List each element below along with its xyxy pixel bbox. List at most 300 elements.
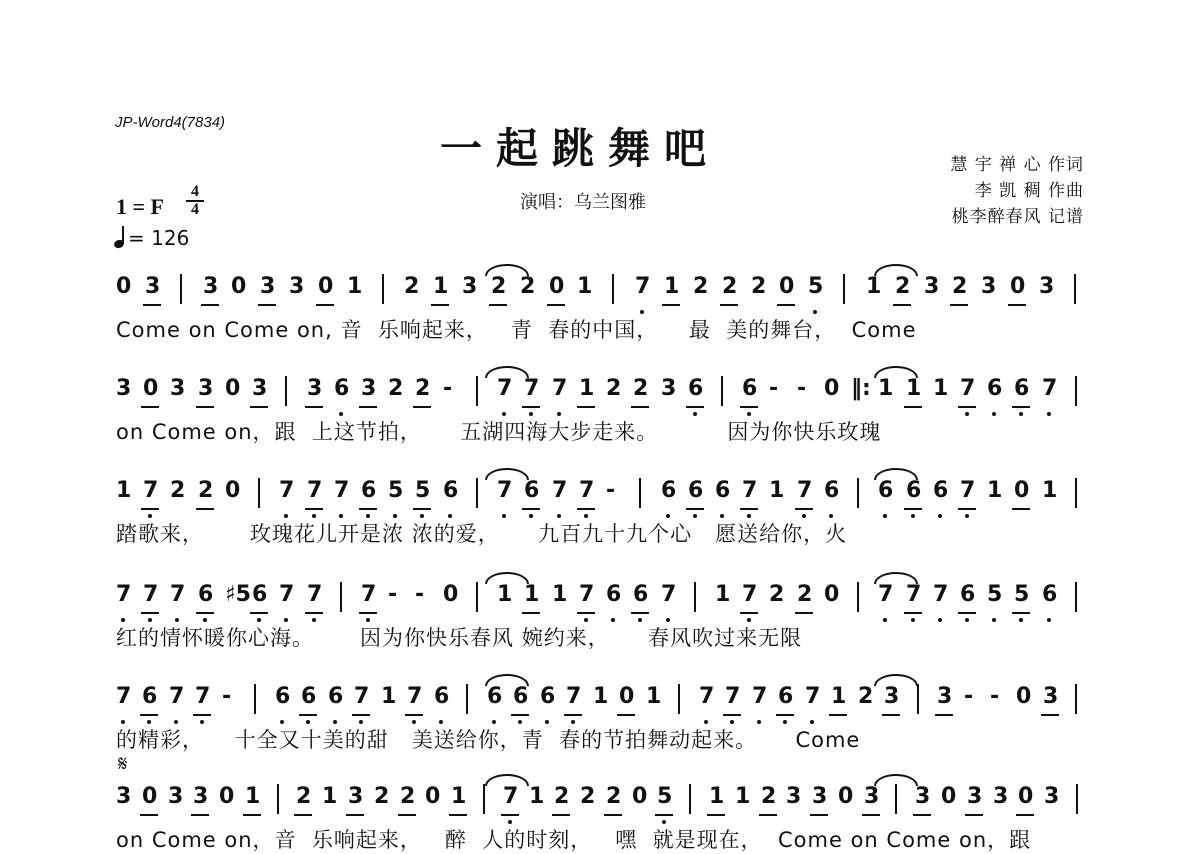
note: 0: [1016, 684, 1032, 709]
beam-underline: [359, 406, 377, 408]
beam-underline: [352, 714, 370, 716]
beam-underline: [1012, 406, 1030, 408]
beam-underline: [577, 406, 595, 408]
slur-arc: [874, 572, 918, 584]
note: 7: [699, 684, 715, 709]
note: 3: [864, 784, 880, 809]
beam-underline: [398, 814, 416, 816]
note: 0: [838, 784, 854, 809]
slur-arc: [874, 264, 918, 276]
beam-underline: [141, 406, 159, 408]
barline: [285, 376, 287, 406]
dash-extension: -: [964, 684, 974, 709]
beam-underline: [305, 406, 323, 408]
note: 0: [1014, 478, 1030, 503]
barline: [382, 274, 384, 304]
slur-arc: [874, 774, 918, 786]
beam-underline: [1012, 612, 1030, 614]
beam-underline: [413, 508, 431, 510]
beam-underline: [577, 612, 595, 614]
note: 7: [116, 684, 132, 709]
note: 1: [451, 784, 467, 809]
note: 6: [688, 478, 704, 503]
beam-underline: [359, 508, 377, 510]
note: 1: [245, 784, 261, 809]
note: 6: [715, 478, 731, 503]
beam-underline: [829, 714, 847, 716]
note: 0: [219, 784, 235, 809]
note: 7: [143, 582, 159, 607]
note: 6: [960, 582, 976, 607]
note: 6: [742, 376, 758, 401]
note: 7: [752, 684, 768, 709]
note: 7: [933, 582, 949, 607]
note: 2: [404, 274, 420, 299]
note: 6: [361, 478, 377, 503]
segno-icon: 𝄋: [118, 752, 128, 777]
note: 3: [993, 784, 1009, 809]
key-signature: 1 = F: [116, 194, 164, 219]
note: 3: [812, 784, 828, 809]
lower-octave-dot: [938, 514, 942, 518]
beam-underline: [299, 714, 317, 716]
tempo-marking: [114, 226, 189, 250]
note: 0: [443, 582, 459, 607]
beam-underline: [140, 714, 158, 716]
note: 1: [1042, 478, 1058, 503]
note: 1: [433, 274, 449, 299]
beam-underline: [950, 304, 968, 306]
note: 0: [824, 376, 840, 401]
beam-underline: [810, 814, 828, 816]
note: 2: [797, 582, 813, 607]
slur-arc: [485, 674, 529, 686]
note: 3: [193, 784, 209, 809]
note: ♯5: [225, 582, 251, 607]
barline: [917, 684, 919, 714]
beam-underline: [686, 406, 704, 408]
barline: [277, 784, 279, 814]
lyric-line: Come on Come on, 音 乐响起来， 青 春的中国， 最 美的舞台， Come: [116, 318, 917, 342]
note: 7: [354, 684, 370, 709]
beam-underline: [522, 508, 540, 510]
beam-underline: [958, 406, 976, 408]
note: 6: [487, 684, 503, 709]
beam-underline: [1012, 508, 1030, 510]
barline: [340, 582, 342, 612]
barline: [180, 274, 182, 304]
beam-underline: [191, 814, 209, 816]
note: 3: [1039, 274, 1055, 299]
beam-underline: [740, 406, 758, 408]
note: 1: [646, 684, 662, 709]
notation-line: [116, 478, 1088, 518]
beam-underline: [522, 612, 540, 614]
beam-underline: [250, 406, 268, 408]
note: 6: [301, 684, 317, 709]
beam-underline: [413, 406, 431, 408]
repeat-sign: ‖:: [851, 376, 871, 401]
note: 7: [906, 582, 922, 607]
beam-underline: [904, 508, 922, 510]
beam-underline: [141, 508, 159, 510]
lower-octave-dot: [965, 618, 969, 622]
note: 6: [275, 684, 291, 709]
beam-underline: [196, 612, 214, 614]
note: 7: [805, 684, 821, 709]
note: 1: [322, 784, 338, 809]
song-title: 一起跳舞吧: [440, 124, 721, 173]
beam-underline: [511, 714, 529, 716]
note: 0: [318, 274, 334, 299]
dash-extension: -: [415, 582, 425, 607]
note: 2: [415, 376, 431, 401]
note: 6: [328, 684, 344, 709]
note: 2: [580, 784, 596, 809]
transcriber-credit: 桃李醉春风 记谱: [951, 207, 1084, 227]
notation-line: [116, 784, 1088, 824]
note: 3: [252, 376, 268, 401]
note: 5: [987, 582, 1003, 607]
barline: [678, 684, 680, 714]
note: 6: [661, 478, 677, 503]
note: 3: [924, 274, 940, 299]
note: 7: [552, 376, 568, 401]
notation-line: [116, 684, 1088, 724]
beam-underline: [1041, 714, 1059, 716]
barline: [254, 684, 256, 714]
lower-octave-dot: [992, 412, 996, 416]
note: 3: [289, 274, 305, 299]
lower-octave-dot: [965, 412, 969, 416]
note: 1: [381, 684, 397, 709]
note: 7: [960, 478, 976, 503]
note: 2: [751, 274, 767, 299]
slur-arc: [874, 366, 918, 378]
beam-underline: [904, 612, 922, 614]
note: 6: [824, 478, 840, 503]
barline: [476, 478, 478, 508]
note: 7: [116, 582, 132, 607]
note: 7: [566, 684, 582, 709]
note: 1: [866, 274, 882, 299]
note: 2: [761, 784, 777, 809]
lower-octave-dot: [1047, 618, 1051, 622]
note: 6: [906, 478, 922, 503]
barline: [639, 478, 641, 508]
note: 1: [831, 684, 847, 709]
note: 2: [633, 376, 649, 401]
note: 2: [606, 784, 622, 809]
note: 1: [987, 478, 1003, 503]
note: 0: [632, 784, 648, 809]
note: 1: [529, 784, 545, 809]
note: 3: [462, 274, 478, 299]
note: 0: [1010, 274, 1026, 299]
barline: [466, 684, 468, 714]
lower-octave-dot: [1019, 618, 1023, 622]
note: 3: [168, 784, 184, 809]
notation-line: [116, 376, 1088, 416]
note: 2: [400, 784, 416, 809]
note: 3: [937, 684, 953, 709]
note: 7: [361, 582, 377, 607]
note: 7: [334, 478, 350, 503]
note: 6: [606, 582, 622, 607]
note: 0: [779, 274, 795, 299]
beam-underline: [795, 508, 813, 510]
beam-underline: [631, 612, 649, 614]
note: 6: [878, 478, 894, 503]
beam-underline: [776, 714, 794, 716]
note: 7: [579, 478, 595, 503]
lyric-line: on Come on，跟 上这节拍， 五湖四海大步走来。 因为你快乐玫瑰: [116, 420, 882, 444]
note: 2: [520, 274, 536, 299]
note: 7: [661, 582, 677, 607]
barline: [1075, 478, 1077, 508]
note: 0: [142, 784, 158, 809]
note: 7: [503, 784, 519, 809]
note: 0: [225, 376, 241, 401]
beam-underline: [359, 612, 377, 614]
barline: [612, 274, 614, 304]
note: 7: [878, 582, 894, 607]
note: 7: [497, 376, 513, 401]
beam-underline: [294, 814, 312, 816]
note: 5: [388, 478, 404, 503]
dash-extension: -: [222, 684, 232, 709]
note: 3: [361, 376, 377, 401]
note: 7: [195, 684, 211, 709]
note: 0: [231, 274, 247, 299]
barline: [1074, 274, 1076, 304]
dash-extension: -: [797, 376, 807, 401]
note: 0: [116, 274, 132, 299]
beam-underline: [604, 814, 622, 816]
beam-underline: [143, 304, 161, 306]
beam-underline: [250, 612, 268, 614]
beam-underline: [305, 508, 323, 510]
note: 1: [878, 376, 894, 401]
note: 7: [635, 274, 651, 299]
beam-underline: [193, 714, 211, 716]
note: 1: [552, 582, 568, 607]
note: 0: [143, 376, 159, 401]
beam-underline: [958, 508, 976, 510]
notation-line: [116, 582, 1088, 622]
beam-underline: [862, 814, 880, 816]
note: 0: [619, 684, 635, 709]
note: 2: [693, 274, 709, 299]
note: 2: [388, 376, 404, 401]
beam-underline: [958, 612, 976, 614]
beam-underline: [201, 304, 219, 306]
lower-octave-dot: [938, 618, 942, 622]
note: 7: [742, 582, 758, 607]
tempo-value: = 126: [128, 226, 190, 250]
note: 6: [252, 582, 268, 607]
note: 5: [808, 274, 824, 299]
note: 3: [170, 376, 186, 401]
dash-extension: -: [388, 582, 398, 607]
note: 3: [198, 376, 214, 401]
beam-underline: [723, 714, 741, 716]
note: 1: [906, 376, 922, 401]
beam-underline: [965, 814, 983, 816]
note: 2: [198, 478, 214, 503]
singer-label: 演唱：乌兰图雅: [520, 192, 646, 213]
note: 1: [347, 274, 363, 299]
note: 7: [307, 478, 323, 503]
dash-extension: -: [769, 376, 779, 401]
note: 7: [524, 376, 540, 401]
note: 2: [296, 784, 312, 809]
note: 6: [987, 376, 1003, 401]
beam-underline: [258, 304, 276, 306]
note: 7: [725, 684, 741, 709]
note: 7: [1042, 376, 1058, 401]
note: 1: [577, 274, 593, 299]
beam-underline: [305, 612, 323, 614]
note: 2: [606, 376, 622, 401]
lyric-line: 踏歌来， 玫瑰花儿开是浓 浓的爱， 九百九十九个心 愿送给你，火: [116, 522, 848, 546]
note: 7: [170, 582, 186, 607]
beam-underline: [759, 814, 777, 816]
beam-underline: [141, 612, 159, 614]
beam-underline: [720, 304, 738, 306]
lyric-line: 的精彩， 十全又十美的甜 美送给你，青 春的节拍舞动起来。 Come: [116, 728, 861, 752]
note: 1: [116, 478, 132, 503]
note: 6: [688, 376, 704, 401]
barline: [1075, 684, 1077, 714]
barline: [258, 478, 260, 508]
note: 6: [1014, 376, 1030, 401]
note: 5: [1014, 582, 1030, 607]
note: 6: [142, 684, 158, 709]
note: 0: [225, 478, 241, 503]
note: 1: [497, 582, 513, 607]
beam-underline: [552, 814, 570, 816]
beam-underline: [316, 304, 334, 306]
note: 3: [1043, 684, 1059, 709]
beam-underline: [1008, 304, 1026, 306]
note: 7: [407, 684, 423, 709]
slur-arc: [874, 674, 918, 686]
lyric-line: on Come on，音 乐响起来， 醉 人的时刻， 嘿 就是现在， Come on Come on，跟: [116, 828, 1032, 852]
quarter-note-icon: [114, 226, 128, 248]
beam-underline: [196, 406, 214, 408]
barline: [721, 376, 723, 406]
note: 3: [145, 274, 161, 299]
barline: [1075, 376, 1077, 406]
note: 1: [593, 684, 609, 709]
beam-underline: [882, 714, 900, 716]
note: 2: [722, 274, 738, 299]
beam-underline: [686, 508, 704, 510]
note: 3: [260, 274, 276, 299]
beam-underline: [913, 814, 931, 816]
lower-octave-dot: [1019, 412, 1023, 416]
dash-extension: -: [606, 478, 616, 503]
barline: [476, 582, 478, 612]
note: 6: [513, 684, 529, 709]
note: 1: [769, 478, 785, 503]
barline: [895, 784, 897, 814]
note: 6: [1042, 582, 1058, 607]
beam-underline: [346, 814, 364, 816]
beam-underline: [431, 304, 449, 306]
software-label: JP-Word4(7834): [115, 114, 226, 131]
note: 2: [895, 274, 911, 299]
note: 3: [116, 376, 132, 401]
barline: [483, 784, 485, 814]
note: 6: [524, 478, 540, 503]
note: 3: [915, 784, 931, 809]
note: 2: [769, 582, 785, 607]
note: 1: [933, 376, 949, 401]
note: 7: [279, 478, 295, 503]
note: 3: [661, 376, 677, 401]
beam-underline: [662, 304, 680, 306]
note: 6: [933, 478, 949, 503]
slur-arc: [874, 468, 918, 480]
note: 7: [797, 478, 813, 503]
note: 7: [960, 376, 976, 401]
note: 3: [884, 684, 900, 709]
lower-octave-dot: [992, 618, 996, 622]
beam-underline: [617, 714, 635, 716]
note: 3: [116, 784, 132, 809]
beam-underline: [935, 714, 953, 716]
beam-underline: [904, 406, 922, 408]
barline: [857, 478, 859, 508]
notation-line: [116, 274, 1088, 314]
note: 2: [952, 274, 968, 299]
composer-credit: 李 凯 稠 作曲: [974, 181, 1084, 201]
note: 3: [307, 376, 323, 401]
note: 0: [549, 274, 565, 299]
note: 7: [742, 478, 758, 503]
beam-underline: [405, 714, 423, 716]
slur-arc: [485, 264, 529, 276]
note: 6: [434, 684, 450, 709]
note: 2: [374, 784, 390, 809]
barline: [1075, 582, 1077, 612]
note: 1: [579, 376, 595, 401]
note: 1: [524, 582, 540, 607]
note: 6: [443, 478, 459, 503]
lyric-line: 红的情怀暖你心海。 因为你快乐春风 婉约来， 春风吹过来无限: [116, 626, 803, 650]
note: 7: [497, 478, 513, 503]
lower-octave-dot: [911, 514, 915, 518]
note: 2: [170, 478, 186, 503]
lower-octave-dot: [965, 514, 969, 518]
note: 3: [348, 784, 364, 809]
lower-octave-dot: [883, 514, 887, 518]
beam-underline: [795, 612, 813, 614]
beam-underline: [522, 406, 540, 408]
beam-underline: [707, 814, 725, 816]
dash-extension: -: [443, 376, 453, 401]
note: 7: [169, 684, 185, 709]
beam-underline: [489, 304, 507, 306]
beam-underline: [631, 406, 649, 408]
beam-underline: [740, 612, 758, 614]
slur-arc: [485, 572, 529, 584]
note: 0: [824, 582, 840, 607]
note: 0: [941, 784, 957, 809]
note: 2: [491, 274, 507, 299]
